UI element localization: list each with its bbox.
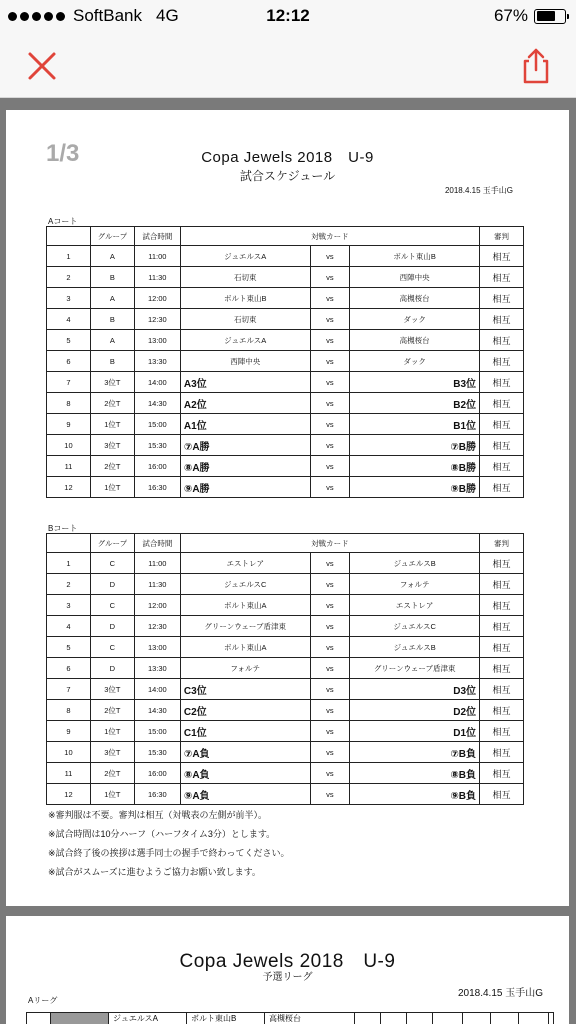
share-icon bbox=[518, 46, 554, 86]
referee-cell: 相互 bbox=[480, 700, 524, 721]
vs-cell: vs bbox=[310, 721, 350, 742]
away-team-cell: 高槻桜台 bbox=[350, 288, 480, 309]
home-team-cell: ジュエルスA bbox=[180, 330, 310, 351]
group-cell: 3位T bbox=[90, 742, 134, 763]
home-team-cell: A1位 bbox=[180, 414, 310, 435]
header-referee: 審判 bbox=[480, 227, 524, 246]
group-cell: 2位T bbox=[90, 700, 134, 721]
group-cell: 2位T bbox=[90, 763, 134, 784]
table-row bbox=[47, 574, 524, 595]
league-label: Aリーグ bbox=[28, 996, 58, 1005]
vs-cell: vs bbox=[310, 351, 350, 372]
time-cell: 16:30 bbox=[134, 477, 180, 498]
away-team-cell: ⑦B負 bbox=[350, 742, 480, 763]
time-cell: 11:30 bbox=[134, 267, 180, 288]
home-team-cell: ボルト東山A bbox=[180, 637, 310, 658]
table-row bbox=[47, 595, 524, 616]
group-cell: B bbox=[90, 267, 134, 288]
match-number: 8 bbox=[47, 393, 91, 414]
table-header-row bbox=[47, 534, 524, 553]
referee-cell: 相互 bbox=[480, 595, 524, 616]
table-row bbox=[47, 679, 524, 700]
table-row bbox=[47, 372, 524, 393]
league-table-cell bbox=[463, 1013, 491, 1024]
referee-cell: 相互 bbox=[480, 330, 524, 351]
match-number: 6 bbox=[47, 658, 91, 679]
match-number: 8 bbox=[47, 700, 91, 721]
referee-cell: 相互 bbox=[480, 288, 524, 309]
time-cell: 13:30 bbox=[134, 351, 180, 372]
time-cell: 12:00 bbox=[134, 288, 180, 309]
vs-cell: vs bbox=[310, 742, 350, 763]
document-subtitle: 予選リーグ bbox=[262, 972, 313, 983]
group-cell: D bbox=[90, 574, 134, 595]
document-subtitle: 試合スケジュール bbox=[239, 169, 336, 183]
time-cell: 12:00 bbox=[134, 595, 180, 616]
away-team-cell: ジュエルスC bbox=[350, 616, 480, 637]
match-number: 11 bbox=[47, 763, 91, 784]
match-number: 5 bbox=[47, 637, 91, 658]
referee-cell: 相互 bbox=[480, 637, 524, 658]
status-right bbox=[494, 6, 566, 26]
table-row bbox=[47, 721, 524, 742]
group-cell: 2位T bbox=[90, 393, 134, 414]
time-cell: 13:30 bbox=[134, 658, 180, 679]
table-row bbox=[47, 784, 524, 805]
match-number: 7 bbox=[47, 372, 91, 393]
home-team-cell: フォルテ bbox=[180, 658, 310, 679]
home-team-cell: ボルト東山B bbox=[180, 288, 310, 309]
date-venue: 2018.4.15 玉手山G bbox=[457, 988, 543, 999]
court-b-rows bbox=[47, 553, 524, 805]
header-match: 対戦カード bbox=[180, 227, 479, 246]
table-row bbox=[47, 658, 524, 679]
vs-cell: vs bbox=[310, 330, 350, 351]
vs-cell: vs bbox=[310, 763, 350, 784]
time-cell: 15:30 bbox=[134, 742, 180, 763]
match-number: 11 bbox=[47, 456, 91, 477]
home-team-cell: ⑧A勝 bbox=[180, 456, 310, 477]
vs-cell: vs bbox=[310, 267, 350, 288]
header-time: 試合時間 bbox=[134, 227, 180, 246]
home-team-cell: C2位 bbox=[180, 700, 310, 721]
league-table-cell bbox=[381, 1013, 407, 1024]
league-table-cell bbox=[433, 1013, 463, 1024]
page-indicator: 1/3 bbox=[46, 140, 80, 167]
group-cell: C bbox=[90, 595, 134, 616]
time-cell: 14:00 bbox=[134, 372, 180, 393]
court-b-label: Bコート bbox=[48, 524, 78, 533]
away-team-cell: ジュエルスB bbox=[350, 553, 480, 574]
table-row bbox=[47, 763, 524, 784]
table-header-row bbox=[47, 227, 524, 246]
battery-icon bbox=[534, 9, 566, 24]
time-cell: 12:30 bbox=[134, 616, 180, 637]
table-row bbox=[47, 616, 524, 637]
time-cell: 12:30 bbox=[134, 309, 180, 330]
home-team-cell: 石切東 bbox=[180, 309, 310, 330]
referee-cell: 相互 bbox=[480, 721, 524, 742]
home-team-cell: A3位 bbox=[180, 372, 310, 393]
time-cell: 14:30 bbox=[134, 393, 180, 414]
time-cell: 15:00 bbox=[134, 414, 180, 435]
group-cell: C bbox=[90, 637, 134, 658]
league-table-cell bbox=[407, 1013, 433, 1024]
away-team-cell: グリーンウェーブ盾津東 bbox=[350, 658, 480, 679]
table-row bbox=[47, 309, 524, 330]
table-row bbox=[47, 700, 524, 721]
document-page-1[interactable] bbox=[6, 110, 569, 906]
table-row bbox=[47, 267, 524, 288]
court-a-schedule-table bbox=[46, 226, 524, 498]
group-cell: A bbox=[90, 246, 134, 267]
date-venue: 2018.4.15 玉手山G bbox=[444, 186, 513, 195]
group-cell: 1位T bbox=[90, 477, 134, 498]
home-team-cell: ⑦A勝 bbox=[180, 435, 310, 456]
match-number: 2 bbox=[47, 267, 91, 288]
vs-cell: vs bbox=[310, 288, 350, 309]
match-number: 3 bbox=[47, 595, 91, 616]
note-line: ※試合時間は10分ハーフ（ハーフタイム3分）とします。 bbox=[48, 829, 276, 839]
league-table-cell bbox=[27, 1013, 51, 1024]
note-line: ※試合終了後の挨拶は選手同士の握手で終わってください。 bbox=[48, 848, 290, 858]
group-cell: 3位T bbox=[90, 372, 134, 393]
league-table-cell bbox=[355, 1013, 381, 1024]
group-cell: 1位T bbox=[90, 721, 134, 742]
group-cell: B bbox=[90, 351, 134, 372]
time-cell: 11:30 bbox=[134, 574, 180, 595]
vs-cell: vs bbox=[310, 679, 350, 700]
away-team-cell: ⑧B勝 bbox=[350, 456, 480, 477]
vs-cell: vs bbox=[310, 435, 350, 456]
time-cell: 15:00 bbox=[134, 721, 180, 742]
away-team-cell: 高槻桜台 bbox=[350, 330, 480, 351]
group-cell: B bbox=[90, 309, 134, 330]
match-number: 12 bbox=[47, 784, 91, 805]
referee-cell: 相互 bbox=[480, 267, 524, 288]
header-no bbox=[47, 534, 91, 553]
away-team-cell: 西陣中央 bbox=[350, 267, 480, 288]
away-team-cell: ⑦B勝 bbox=[350, 435, 480, 456]
home-team-cell: エストレア bbox=[180, 553, 310, 574]
court-a-rows bbox=[47, 246, 524, 498]
league-table-cell: 高槻桜台 bbox=[265, 1013, 355, 1024]
network-type: 4G bbox=[156, 6, 179, 25]
match-number: 6 bbox=[47, 351, 91, 372]
header-no bbox=[47, 227, 91, 246]
table-row bbox=[47, 742, 524, 763]
time-cell: 14:00 bbox=[134, 679, 180, 700]
referee-cell: 相互 bbox=[480, 246, 524, 267]
away-team-cell: ボルト東山B bbox=[350, 246, 480, 267]
header-group: グループ bbox=[90, 534, 134, 553]
match-number: 4 bbox=[47, 616, 91, 637]
time-cell: 11:00 bbox=[134, 553, 180, 574]
document-page-2[interactable] bbox=[6, 916, 569, 1024]
header-group: グループ bbox=[90, 227, 134, 246]
home-team-cell: C1位 bbox=[180, 721, 310, 742]
notes bbox=[48, 806, 289, 882]
match-number: 4 bbox=[47, 309, 91, 330]
close-button[interactable] bbox=[24, 48, 60, 84]
home-team-cell: A2位 bbox=[180, 393, 310, 414]
carrier-name: SoftBank bbox=[73, 6, 142, 25]
group-cell: C bbox=[90, 553, 134, 574]
header-referee: 審判 bbox=[480, 534, 524, 553]
referee-cell: 相互 bbox=[480, 616, 524, 637]
league-table bbox=[26, 1012, 554, 1024]
table-row bbox=[47, 456, 524, 477]
away-team-cell: フォルテ bbox=[350, 574, 480, 595]
away-team-cell: B3位 bbox=[350, 372, 480, 393]
time-cell: 16:30 bbox=[134, 784, 180, 805]
vs-cell: vs bbox=[310, 393, 350, 414]
referee-cell: 相互 bbox=[480, 658, 524, 679]
league-table-cell bbox=[491, 1013, 519, 1024]
time-cell: 16:00 bbox=[134, 763, 180, 784]
group-cell: 2位T bbox=[90, 456, 134, 477]
share-button[interactable] bbox=[518, 46, 554, 86]
header-time: 試合時間 bbox=[134, 534, 180, 553]
clock: 12:12 bbox=[266, 6, 310, 25]
vs-cell: vs bbox=[310, 637, 350, 658]
away-team-cell: ダック bbox=[350, 351, 480, 372]
match-number: 2 bbox=[47, 574, 91, 595]
referee-cell: 相互 bbox=[480, 414, 524, 435]
table-row bbox=[47, 414, 524, 435]
note-line: ※審判服は不要。審判は相互（対戦表の左側が前半）。 bbox=[48, 810, 268, 820]
match-number: 3 bbox=[47, 288, 91, 309]
away-team-cell: エストレア bbox=[350, 595, 480, 616]
group-cell: 1位T bbox=[90, 414, 134, 435]
court-a-label: Aコート bbox=[48, 217, 78, 226]
referee-cell: 相互 bbox=[480, 435, 524, 456]
home-team-cell: ⑨A負 bbox=[180, 784, 310, 805]
home-team-cell: ジュエルスA bbox=[180, 246, 310, 267]
home-team-cell: ⑨A勝 bbox=[180, 477, 310, 498]
time-cell: 13:00 bbox=[134, 637, 180, 658]
referee-cell: 相互 bbox=[480, 574, 524, 595]
referee-cell: 相互 bbox=[480, 784, 524, 805]
match-number: 10 bbox=[47, 435, 91, 456]
header-match: 対戦カード bbox=[180, 534, 479, 553]
away-team-cell: D2位 bbox=[350, 700, 480, 721]
group-cell: A bbox=[90, 288, 134, 309]
home-team-cell: ジュエルスC bbox=[180, 574, 310, 595]
status-bar bbox=[0, 0, 576, 34]
battery-percent: 67% bbox=[493, 6, 528, 25]
match-number: 9 bbox=[47, 721, 91, 742]
time-cell: 15:30 bbox=[134, 435, 180, 456]
away-team-cell: ⑨B勝 bbox=[350, 477, 480, 498]
time-cell: 16:00 bbox=[134, 456, 180, 477]
referee-cell: 相互 bbox=[480, 742, 524, 763]
vs-cell: vs bbox=[310, 372, 350, 393]
group-cell: D bbox=[90, 658, 134, 679]
home-team-cell: C3位 bbox=[180, 679, 310, 700]
time-cell: 11:00 bbox=[134, 246, 180, 267]
home-team-cell: 石切東 bbox=[180, 267, 310, 288]
court-b-schedule-table bbox=[46, 533, 524, 805]
away-team-cell: ジュエルスB bbox=[350, 637, 480, 658]
referee-cell: 相互 bbox=[480, 372, 524, 393]
document-title: Copa Jewels 2018 U-9 bbox=[201, 149, 374, 166]
referee-cell: 相互 bbox=[480, 763, 524, 784]
away-team-cell: ⑨B負 bbox=[350, 784, 480, 805]
match-number: 12 bbox=[47, 477, 91, 498]
match-number: 1 bbox=[47, 246, 91, 267]
home-team-cell: ⑦A負 bbox=[180, 742, 310, 763]
vs-cell: vs bbox=[310, 595, 350, 616]
group-cell: A bbox=[90, 330, 134, 351]
group-cell: 3位T bbox=[90, 679, 134, 700]
home-team-cell: グリーンウェーブ盾津東 bbox=[180, 616, 310, 637]
referee-cell: 相互 bbox=[480, 679, 524, 700]
referee-cell: 相互 bbox=[480, 477, 524, 498]
table-row bbox=[47, 288, 524, 309]
away-team-cell: B2位 bbox=[350, 393, 480, 414]
table-row bbox=[47, 330, 524, 351]
home-team-cell: ⑧A負 bbox=[180, 763, 310, 784]
group-cell: 1位T bbox=[90, 784, 134, 805]
league-table-cell bbox=[519, 1013, 549, 1024]
close-x-icon bbox=[24, 48, 60, 84]
match-number: 1 bbox=[47, 553, 91, 574]
viewer-toolbar bbox=[0, 34, 576, 98]
table-row bbox=[47, 477, 524, 498]
home-team-cell: ボルト東山A bbox=[180, 595, 310, 616]
table-row bbox=[47, 246, 524, 267]
group-cell: 3位T bbox=[90, 435, 134, 456]
vs-cell: vs bbox=[310, 658, 350, 679]
vs-cell: vs bbox=[310, 700, 350, 721]
vs-cell: vs bbox=[310, 574, 350, 595]
table-row bbox=[47, 351, 524, 372]
time-cell: 14:30 bbox=[134, 700, 180, 721]
group-cell: D bbox=[90, 616, 134, 637]
league-table-cell bbox=[51, 1013, 109, 1024]
match-number: 10 bbox=[47, 742, 91, 763]
referee-cell: 相互 bbox=[480, 553, 524, 574]
vs-cell: vs bbox=[310, 616, 350, 637]
league-table-cell: ジュエルスA bbox=[109, 1013, 187, 1024]
vs-cell: vs bbox=[310, 414, 350, 435]
vs-cell: vs bbox=[310, 477, 350, 498]
table-row bbox=[47, 435, 524, 456]
table-row bbox=[47, 553, 524, 574]
note-line: ※試合がスムーズに進むようご協力お願い致します。 bbox=[48, 867, 261, 877]
vs-cell: vs bbox=[310, 553, 350, 574]
vs-cell: vs bbox=[310, 246, 350, 267]
match-number: 9 bbox=[47, 414, 91, 435]
away-team-cell: ⑧B負 bbox=[350, 763, 480, 784]
table-row bbox=[47, 393, 524, 414]
away-team-cell: B1位 bbox=[350, 414, 480, 435]
table-row bbox=[47, 637, 524, 658]
referee-cell: 相互 bbox=[480, 351, 524, 372]
match-number: 7 bbox=[47, 679, 91, 700]
vs-cell: vs bbox=[310, 456, 350, 477]
referee-cell: 相互 bbox=[480, 309, 524, 330]
time-cell: 13:00 bbox=[134, 330, 180, 351]
document-title: Copa Jewels 2018 U-9 bbox=[179, 951, 396, 972]
away-team-cell: ダック bbox=[350, 309, 480, 330]
vs-cell: vs bbox=[310, 309, 350, 330]
home-team-cell: 西陣中央 bbox=[180, 351, 310, 372]
league-table-cell: ボルト東山B bbox=[187, 1013, 265, 1024]
referee-cell: 相互 bbox=[480, 456, 524, 477]
away-team-cell: D3位 bbox=[350, 679, 480, 700]
vs-cell: vs bbox=[310, 784, 350, 805]
away-team-cell: D1位 bbox=[350, 721, 480, 742]
match-number: 5 bbox=[47, 330, 91, 351]
referee-cell: 相互 bbox=[480, 393, 524, 414]
